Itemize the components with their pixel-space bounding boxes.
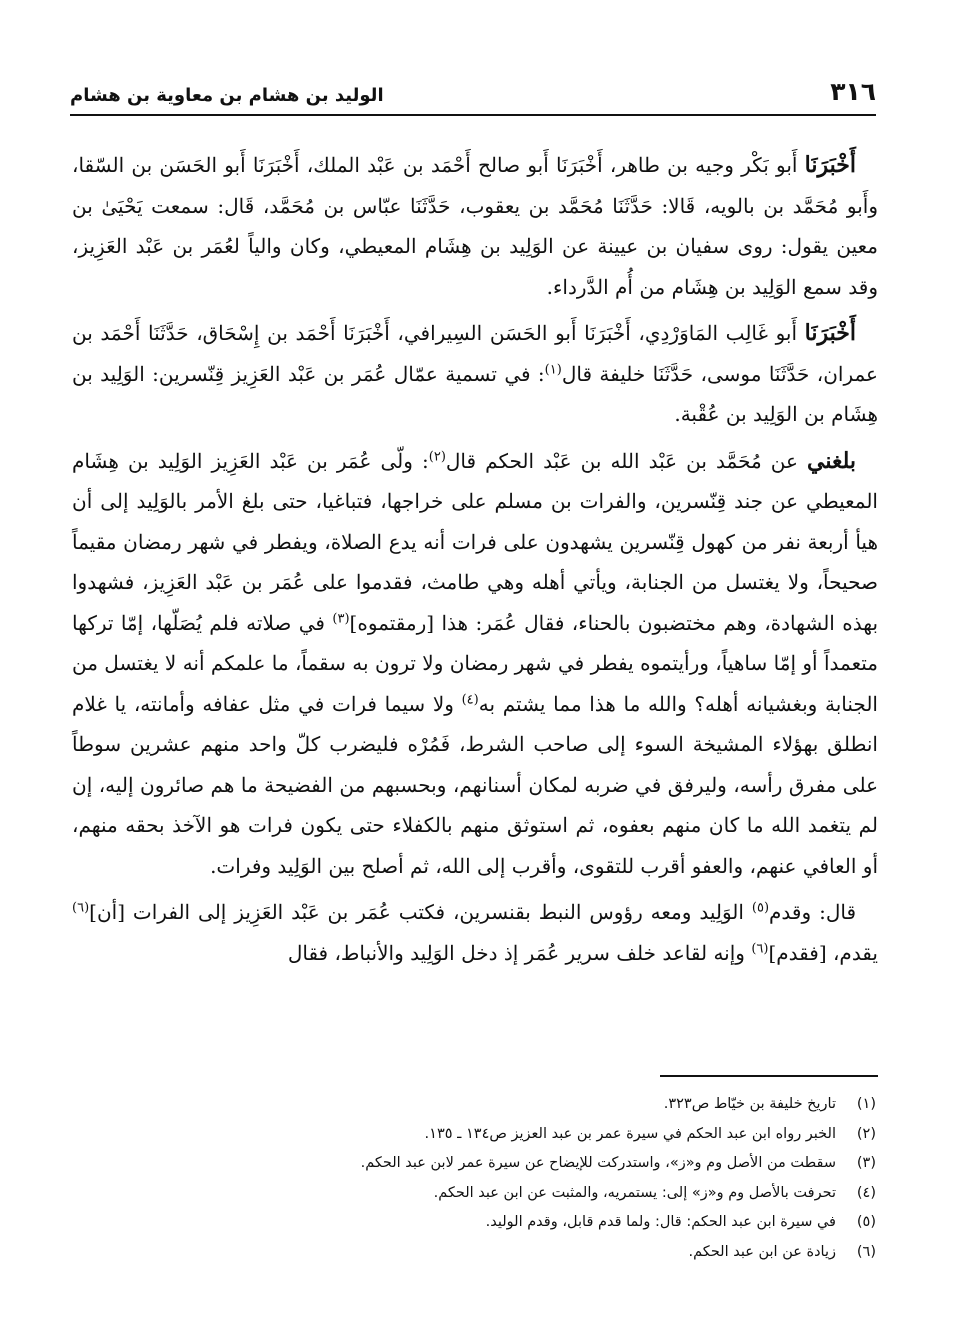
footnote-reference[interactable]: (١) — [544, 361, 562, 377]
footnote-reference[interactable]: (٢) — [428, 448, 446, 464]
footnote-number: (٣) — [856, 1155, 876, 1171]
running-title: الوليد بن هشام بن معاوية بن هشام — [70, 85, 384, 106]
footnote-text: الخبر رواه ابن عبد الحكم في سيرة عمر بن عبد العزيز ص١٣٤ ـ ١٣٥. — [424, 1125, 836, 1142]
paragraph-text: وإنه لقاعد خلف سرير عُمَر إذ دخل الوَلِيد والأنباط، فقال — [287, 940, 752, 965]
paragraph-text: ولا سيما فرات في مثل عفافه وأمانته، يا غلام انطلق بهؤلاء المشيخة السوء إلى صاحب الشرط، فَمُرْه فليضرب كلّ واحد منهم عشرين سوطاً على مفرق رأسه، وليرفق في ضربه لمكان أسنانهم، وبحسبهم من الفضيحة ما هم صائرون إليه، إن لم يتغمد الله ما كان منهم بعفوه، ثم استوثق منهم بالكفلاء حتى يكون فرات هو الآخذ بحقه منهم، أو العافي عنهم، والعفو أقرب للتقوى، وأقرب إلى الله، ثم أصلح بين الوَلِيد وفرات. — [72, 691, 878, 878]
footnote-item — [72, 1090, 876, 1120]
paragraph-lead-word: أَخْبَرَنَا — [804, 152, 856, 178]
footnotes-list — [72, 1090, 876, 1267]
paragraph-3 — [72, 441, 878, 887]
page-header — [70, 66, 876, 116]
footnote-text: في سيرة ابن عبد الحكم: قال: ولما قدم قابل، وقدم الوليد. — [485, 1214, 836, 1230]
footnote-number: (٤) — [856, 1184, 876, 1201]
paragraph-text: : في تسمية عمّال عُمَر بن عَبْد العَزِيز قِنّسرين: الوَلِيد بن هِشَام بن الوَلِيد بن عُقْبة. — [72, 361, 878, 426]
paragraph-2 — [72, 313, 878, 435]
footnote-number: (٦) — [856, 1243, 876, 1260]
paragraph-lead-word: بلغني — [807, 447, 857, 474]
paragraph-text: عن مُحَمَّد بن عَبْد الله بن عَبْد الحكم قال — [445, 448, 808, 473]
footnote-divider — [660, 1075, 878, 1077]
footnote-item — [72, 1208, 876, 1238]
footnote-reference[interactable]: (٦) — [751, 940, 769, 956]
footnote-number: (٥) — [856, 1214, 876, 1230]
paragraph-text: أَبو بَكْر وجيه بن طاهر، أَخْبَرَنَا أَبو صالح أَحْمَد بن عَبْد الملك، أَخْبَرَنَا أَبو الحَسَن بن السّقا، وأَبو مُحَمَّد بن بالويه، قَالا: حَدَّثَنَا مُحَمَّد بن يعقوب، حَدَّثَنَا عبّاس بن مُحَمَّد، قَال: سمعت يَحْيَىٰ بن معين يقول: روى سفيان بن عيينة عن الوَلِيد بن هِشَام المعيطي، وكان والياً لعُمَر بن عَبْد العَزِيز، وقد سمع الوَلِيد بن هِشَام من أُم الدَّرداء. — [72, 153, 878, 299]
footnote-number: (٢) — [856, 1125, 876, 1142]
paragraph-lead-word: أَخْبَرَنَا — [804, 320, 856, 346]
footnote-reference[interactable]: (٤) — [461, 691, 479, 707]
footnote-item — [72, 1179, 876, 1209]
paragraph-1 — [72, 145, 878, 307]
footnote-item — [72, 1149, 876, 1179]
footnote-text: تحرفت بالأصل وم و«ز» إلى: يستمريه، والمثبت عن ابن عبد الحكم. — [433, 1184, 836, 1201]
paragraph-text: : ولّى عُمَر بن عَبْد العَزِيز الوَلِيد بن هِشَام المعيطي عن جند قِنّسرين، والفرات بن مسلم على خراجها، فتباغيا، حتى بلغ الأمر بالوَلِيد إلى أن هيأ أربعة نفر من كهول قِنّسرين يشهدون على فرات أنه يدع الصلاة، ويفطر في شهر رمضان مقيماً صحيحاً، ولا يغتسل من الجنابة، ويأتي أهله وهي طامث، فقدموا على عُمَر بن عَبْد العَزِيز، فشهدوا بهذه الشهادة، وهم مختضبون بالحناء، فقال عُمَر: هذا [رمقتموه] — [72, 448, 879, 635]
footnote-text: زيادة عن ابن عبد الحكم. — [688, 1243, 836, 1260]
footnote-text: سقطت من الأصل وم و«ز»، واستدركت للإيضاح عن سيرة عمر لابن عبد الحكم. — [360, 1155, 836, 1171]
paragraph-text: الوَلِيد ومعه رؤوس النبط بقنسرين، فكتب عُمَر بن عَبْد العَزِيز إلى الفرات [أن] — [89, 900, 752, 924]
page-number: ٣١٦ — [830, 77, 876, 106]
paragraph-text: يقدم، [فقدم] — [768, 940, 878, 965]
footnote-text: تاريخ خليفة بن خيّاط ص٣٢٣. — [663, 1096, 836, 1112]
paragraph-text: قال: وقدم — [769, 900, 857, 924]
paragraph-4 — [72, 892, 878, 973]
paragraph-text: في صلاته فلم يُصَلّها، إمّا تركها متعمداً أو إمّا ساهياً، ورأيتموه يفطر في شهر رمضان ولا ترون به سقماً، ما علمكم أنه لا يغتسل من الجنابة وبغشيانه أهله؟ والله ما هذا مما يشتم به — [72, 610, 878, 716]
footnote-reference[interactable]: (٦) — [72, 900, 90, 916]
footnote-item — [72, 1238, 876, 1268]
paragraph-text: أَبو غَالِب المَاوَرْدِي، أَخْبَرَنَا أَبو الحَسَن السِيرافي، أَخْبَرَنَا أَحْمَد بن إِسْحَاق، حَدَّثَنَا أَحْمَد بن عمران، حَدَّثَنَا موسى، حَدَّثَنَا خليفة قال — [72, 321, 878, 386]
footnote-number: (١) — [856, 1096, 876, 1112]
footnote-item — [72, 1120, 876, 1150]
footnote-reference[interactable]: (٥) — [751, 900, 770, 916]
main-text — [72, 145, 878, 979]
footnote-reference[interactable]: (٣) — [332, 610, 350, 626]
